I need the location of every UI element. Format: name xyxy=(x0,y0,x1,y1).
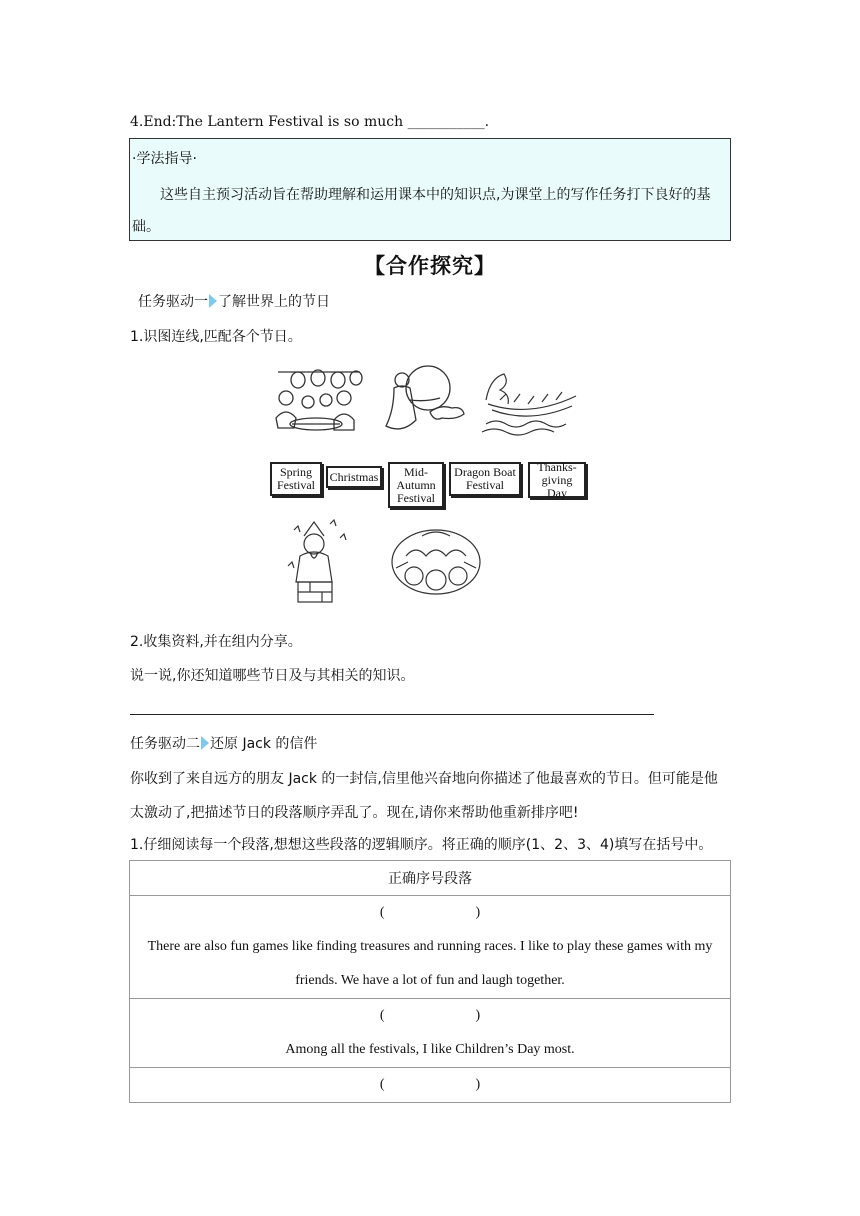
study-tip-body: 这些自主预习活动旨在帮助理解和运用课本中的知识点,为课堂上的写作任务打下良好的基础。 xyxy=(132,187,711,235)
order-blank-1[interactable]: ( ) xyxy=(379,905,481,920)
task-2-title xyxy=(130,734,317,754)
question-4: 4.End:The Lantern Festival is so much ___________. xyxy=(130,114,490,130)
section-heading: 【合作探究】 xyxy=(364,254,496,278)
paragraph-1: There are also fun games like finding treasures and running races. I like to play these games with my friends. We have a lot of fun and laugh together. xyxy=(147,939,713,988)
table-row xyxy=(130,896,731,999)
paragraph-2: Among all the festivals, I like Children’s Day most. xyxy=(285,1042,575,1057)
task-1-question-2-prompt: 说一说,你还知道哪些节日及与其相关的知识。 xyxy=(130,668,415,684)
christmas-picture xyxy=(280,516,350,606)
festival-label-mid-autumn[interactable]: Mid-Autumn Festival xyxy=(388,462,444,508)
task-1-subtitle: 了解世界上的节日 xyxy=(218,294,330,310)
study-tip-box xyxy=(129,138,731,241)
festival-label-christmas[interactable]: Christmas xyxy=(326,466,382,488)
festival-label-thanksgiving[interactable]: Thanks-giving Day xyxy=(528,462,586,498)
festival-label-dragon-boat[interactable]: Dragon Boat Festival xyxy=(449,462,521,496)
festival-matching-figure xyxy=(268,358,598,618)
order-table-header: 正确序号段落 xyxy=(130,861,731,896)
table-row xyxy=(130,1068,731,1103)
order-table xyxy=(129,860,731,1103)
task-1-title xyxy=(138,292,330,312)
table-row xyxy=(130,999,731,1068)
task-2-subtitle: 还原 Jack 的信件 xyxy=(210,736,318,752)
task-2-label: 任务驱动二 xyxy=(130,736,200,752)
festival-label-spring[interactable]: Spring Festival xyxy=(270,462,322,496)
mid-autumn-picture xyxy=(380,360,465,438)
order-blank-3[interactable]: ( ) xyxy=(379,1077,481,1092)
task-1-label: 任务驱动一 xyxy=(138,294,208,310)
task-1-question-2: 2.收集资料,并在组内分享。 xyxy=(130,634,302,650)
answer-line[interactable] xyxy=(130,714,654,715)
study-tip-title: ·学法指导· xyxy=(132,151,197,167)
task-2-intro: 你收到了来自远方的朋友 Jack 的一封信,信里他兴奋地向你描述了他最喜欢的节日。但可能是他太激动了,把描述节日的段落顺序弄乱了。现在,请你来帮助他重新排序吧! xyxy=(130,771,718,821)
dragon-boat-picture xyxy=(480,360,580,438)
order-blank-2[interactable]: ( ) xyxy=(379,1008,481,1023)
thanksgiving-picture xyxy=(386,522,486,602)
task-1-question-1: 1.识图连线,匹配各个节日。 xyxy=(130,329,302,345)
arrow-icon xyxy=(201,736,209,750)
spring-festival-picture xyxy=(268,358,368,438)
arrow-icon xyxy=(209,294,217,308)
task-2-question-1: 1.仔细阅读每一个段落,想想这些段落的逻辑顺序。将正确的顺序(1、2、3、4)填写在括号中。 xyxy=(130,837,713,853)
